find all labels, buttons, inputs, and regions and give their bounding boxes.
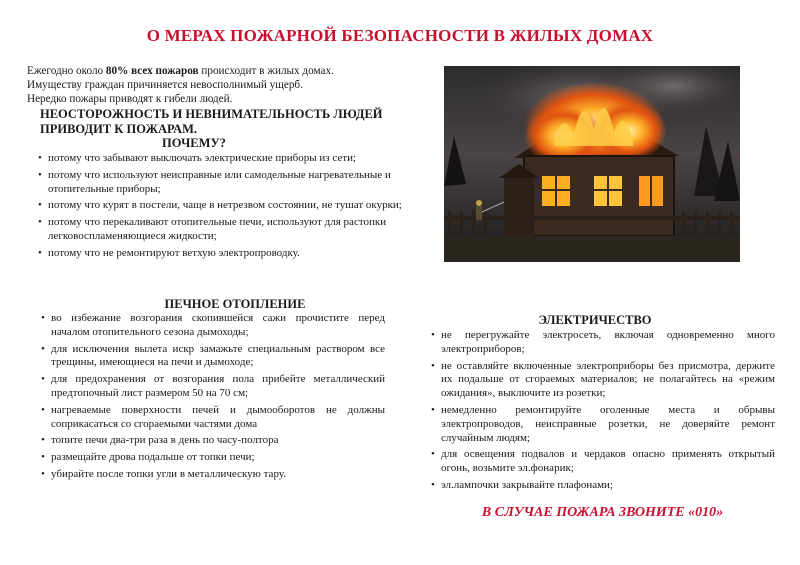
- list-item: • нагреваемые поверхности печей и дымооборотов не должны соприкасаться со сгораемыми частями дома: [40, 404, 385, 432]
- stove-list: [40, 312, 385, 485]
- list-item: • для предохранения от возгорания пола прибейте металлический предтопочный лист размером 50 на 70 см;: [40, 373, 385, 401]
- list-item: • для освещения подвалов и чердаков опасно применять открытый огонь, возьмите эл.фонарик;: [430, 448, 775, 476]
- list-item: • убирайте после топки угли в металлическую тару.: [40, 468, 385, 482]
- list-item: • эл.лампочки закрывайте плафонами;: [430, 479, 775, 493]
- list-item: • потому что используют неисправные или самодельные нагревательные и отопительные приборы;: [37, 169, 427, 197]
- list-item: • потому что не ремонтируют ветхую электропроводку.: [37, 247, 427, 261]
- intro-line-2: Имуществу граждан причиняется невосполнимый ущерб.: [27, 79, 303, 91]
- electricity-list: [430, 329, 775, 496]
- intro-line-1: Ежегодно около 80% всех пожаров происходит в жилых домах.: [27, 65, 334, 77]
- intro-line-3: Нередко пожары приводят к гибели людей.: [27, 93, 233, 105]
- list-item: • для исключения вылета искр замажьте специальным раствором все трещины, имеющиеся на печи и дымоходе;: [40, 343, 385, 371]
- list-item: • во избежание возгорания скопившейся сажи прочистите перед началом отопительного сезона дымоходы;: [40, 312, 385, 340]
- causes-list: [37, 152, 427, 264]
- list-item: • топите печи два-три раза в день по часу-полтора: [40, 434, 385, 448]
- electricity-heading: ЭЛЕКТРИЧЕСТВО: [538, 313, 652, 327]
- emergency-call-text: В СЛУЧАЕ ПОЖАРА ЗВОНИТЕ «010»: [481, 505, 724, 520]
- list-item: • размещайте дрова подальше от топки печи;: [40, 451, 385, 465]
- list-item: • потому что перекаливают отопительные печи, используют для растопки легковоспламеняющиеся жидкости;: [37, 216, 427, 244]
- burning-house-photo: [444, 66, 740, 262]
- list-item: • потому что курят в постели, чаще в нетрезвом состоянии, не тушат окурки;: [37, 199, 427, 213]
- page-title: О МЕРАХ ПОЖАРНОЙ БЕЗОПАСНОСТИ В ЖИЛЫХ ДОМАХ: [146, 26, 654, 45]
- list-item: • немедленно ремонтируйте оголенные места и обрывы электропроводов, неисправные розетки, не доверяйте ремонт случайным людям;: [430, 404, 775, 445]
- why-heading: ПОЧЕМУ?: [162, 136, 226, 150]
- list-item: • не оставляйте включенные электроприборы без присмотра, держите их подальше от сгораемых материалов; не полагайтесь на «режим ожидания», выключите из розетки;: [430, 360, 775, 401]
- intro-text: [27, 64, 334, 106]
- stove-heading: ПЕЧНОЕ ОТОПЛЕНИЕ: [164, 297, 306, 311]
- list-item: • потому что забывают выключать электрические приборы из сети;: [37, 152, 427, 166]
- carelessness-heading: НЕОСТОРОЖНОСТЬ И НЕВНИМАТЕЛЬНОСТЬ ЛЮДЕЙ ПРИВОДИТ К ПОЖАРАМ.: [40, 107, 383, 136]
- list-item: • не перегружайте электросеть, включая одновременно много электроприборов;: [430, 329, 775, 357]
